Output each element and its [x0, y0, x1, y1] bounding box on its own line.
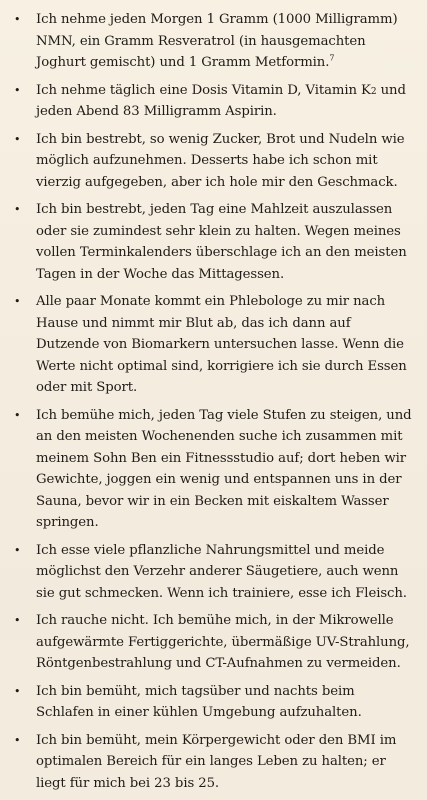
footnote-marker: 7: [329, 53, 335, 63]
list-item: [10, 9, 414, 74]
bullet-list: [10, 9, 414, 800]
list-item-text: Ich bin bemüht, mich tagsüber und nachts beim Schlafen in einer kühlen Umgebung aufzuhalten.: [36, 683, 362, 720]
list-item: [10, 730, 414, 795]
list-item-body-start: Ich nehme täglich eine Dosis Vitamin D, Vitamin K: [36, 82, 371, 98]
list-item: [10, 80, 414, 123]
list-item: [10, 681, 414, 724]
list-item: [10, 291, 414, 399]
bullet-icon: •: [14, 132, 21, 146]
list-item-body: Ich nehme jeden Morgen 1 Gramm (1000 Milligramm) NMN, ein Gramm Resveratrol (in hausgemachten Joghurt gemischt) und 1 Gramm Metformin.: [36, 12, 398, 70]
bullet-icon: •: [14, 614, 21, 627]
bullet-icon: •: [14, 408, 21, 422]
list-item-text: Ich bin bemüht, mein Körpergewicht oder den BMI im optimalen Bereich für ein langes Leben zu halten; er liegt für mich bei 23 bis 25.: [36, 732, 397, 791]
list-item-text: Ich bemühe mich, jeden Tag viele Stufen zu steigen, und an den meisten Wochenenden suche ich zusammen mit meinem Sohn Ben ein Fitnessstudio auf; dort heben wir Gewichte, joggen ein wenig und entspannen uns in der Sauna, bevor wir in ein Becken mit eiskaltem Wasser springen.: [36, 407, 412, 530]
list-item: [10, 540, 414, 605]
bullet-icon: •: [14, 684, 21, 698]
bullet-icon: •: [14, 543, 21, 557]
list-item: [10, 199, 414, 285]
vitamin-k-subscript: 2: [370, 86, 377, 97]
list-item-text: Ich bin bestrebt, so wenig Zucker, Brot und Nudeln wie möglich aufzunehmen. Desserts habe ich schon mit vierzig aufgegeben, aber ich hole mir den Geschmack.: [36, 131, 405, 190]
bullet-icon: •: [14, 83, 21, 97]
list-item-text: Ich esse viele pflanzliche Nahrungsmittel und meide möglichst den Verzehr anderer Säugetiere, auch wenn sie gut schmecken. Wenn ich trainiere, esse ich Fleisch.: [36, 542, 407, 601]
list-item: [10, 405, 414, 534]
list-item-text: [36, 80, 414, 123]
list-item-text: [36, 9, 414, 74]
bullet-icon: •: [14, 203, 21, 216]
list-item: [10, 610, 414, 675]
list-item: [10, 129, 414, 194]
bullet-icon: •: [14, 13, 21, 26]
bullet-icon: •: [14, 295, 21, 308]
list-item-text: Ich bin bestrebt, jeden Tag eine Mahlzeit auszulassen oder sie zumindest sehr klein zu halten. Wegen meines vollen Terminkalenders überschlage ich an den meisten Tagen in der Woche das Mittagessen.: [36, 202, 407, 282]
list-item-text: Alle paar Monate kommt ein Phlebologe zu mir nach Hause und nimmt mir Blut ab, das ich dann auf Dutzende von Biomarkern untersuchen lasse. Wenn die Werte nicht optimal sind, korrigiere ich sie durch Essen oder mit Sport.: [36, 294, 407, 395]
list-item-body-end: und jeden Abend 83 Milligramm Aspirin.: [36, 82, 406, 119]
bullet-icon: •: [14, 733, 21, 747]
list-item-text: Ich rauche nicht. Ich bemühe mich, in der Mikrowelle aufgewärmte Fertiggerichte, übermäßige UV-Strahlung, Röntgenbestrahlung und CT-Aufnahmen zu vermeiden.: [36, 613, 410, 671]
